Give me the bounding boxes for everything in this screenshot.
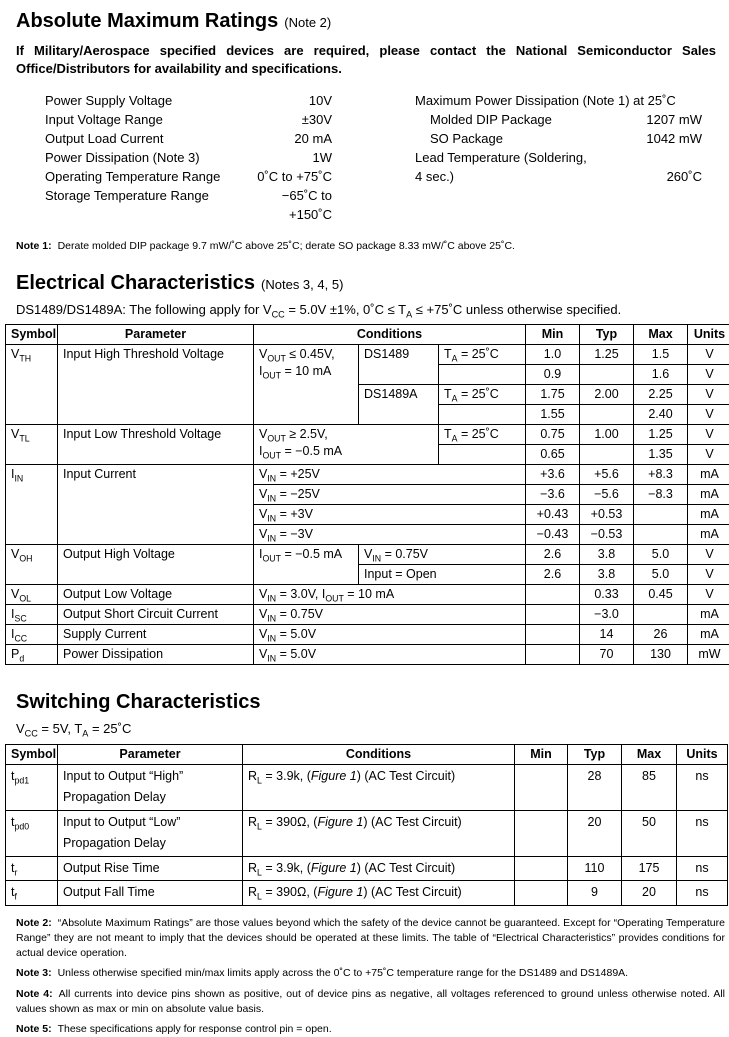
table-cell: V xyxy=(688,565,729,585)
column-header: Typ xyxy=(580,325,634,345)
table-cell: Input = Open xyxy=(359,565,526,585)
column-header: Units xyxy=(677,744,728,764)
table-row xyxy=(6,810,728,856)
table-cell: 28 xyxy=(568,764,622,810)
rating-item xyxy=(45,148,332,167)
rating-value: −65˚C to +150˚C xyxy=(282,186,332,224)
rating-label: 4 sec.) xyxy=(415,167,454,186)
table-row xyxy=(6,545,729,565)
table-cell: −5.6 xyxy=(580,485,634,505)
table-cell: $R_L = 390\Omega$, (Figure 1) (AC Test Circuit) xyxy=(243,881,515,906)
rating-value: 1W xyxy=(313,148,333,167)
table-cell: 1.6 xyxy=(634,365,688,385)
table-cell xyxy=(634,505,688,525)
rating-label: Storage Temperature Range xyxy=(45,186,209,205)
footnote xyxy=(16,1022,725,1037)
table-cell: −3.0 xyxy=(580,605,634,625)
rating-label: Operating Temperature Range xyxy=(45,167,220,186)
table-row xyxy=(6,881,728,906)
table-cell xyxy=(526,645,580,665)
rating-label: Input Voltage Range xyxy=(45,110,163,129)
table-header-row xyxy=(6,744,728,764)
table-cell: DS1489A xyxy=(359,385,439,425)
table-cell: V xyxy=(688,425,729,445)
table-cell: 0.9 xyxy=(526,365,580,385)
rating-label: Output Load Current xyxy=(45,129,164,148)
table-cell: DS1489 xyxy=(359,345,439,385)
column-header: Max xyxy=(622,744,677,764)
table-cell: $V_{IN} = +3V$ xyxy=(254,505,526,525)
table-cell: $V_{IN} = 5.0V$ xyxy=(254,625,526,645)
table-cell: 2.00 xyxy=(580,385,634,405)
table-cell: V xyxy=(688,585,729,605)
column-header: Units xyxy=(688,325,729,345)
footnote-label: Note 3: xyxy=(16,967,52,979)
ratings-right-column xyxy=(415,91,702,224)
column-header: Symbol xyxy=(6,744,58,764)
rating-item xyxy=(415,167,702,186)
rating-item xyxy=(415,110,702,129)
footnote-label: Note 1: xyxy=(16,240,52,252)
table-cell: $R_L = 3.9k$, (Figure 1) (AC Test Circuit) xyxy=(243,764,515,810)
table-cell: mA xyxy=(688,485,729,505)
rating-item xyxy=(415,148,702,167)
section-title-note-ref: (Notes 3, 4, 5) xyxy=(261,277,343,292)
table-row xyxy=(6,856,728,881)
table-cell: 26 xyxy=(634,625,688,645)
electrical-conditions-subtitle: DS1489/DS1489A: The following apply for $V_{CC} = 5.0V \pm 1\%$, 0˚C ≤ $T_A$ ≤ +75˚C unless otherwise specified. xyxy=(16,301,727,319)
table-cell: $V_{IN} = -25V$ xyxy=(254,485,526,505)
section-title-text: Switching Characteristics xyxy=(16,691,261,713)
footnote-text: Derate molded DIP package 9.7 mW/˚C above 25˚C; derate SO package 8.33 mW/˚C above 25˚C. xyxy=(58,240,515,252)
table-cell: 14 xyxy=(580,625,634,645)
rating-item xyxy=(45,129,332,148)
table-cell: 1.5 xyxy=(634,345,688,365)
rating-value: 1042 mW xyxy=(646,129,702,148)
rating-item xyxy=(45,167,332,186)
column-header: Parameter xyxy=(58,325,254,345)
table-cell xyxy=(526,605,580,625)
table-cell: Supply Current xyxy=(58,625,254,645)
table-cell: mA xyxy=(688,605,729,625)
table-cell: 1.25 xyxy=(580,345,634,365)
table-cell: 0.65 xyxy=(526,445,580,465)
table-cell: $V_{IN} = 3.0V$, $I_{OUT} = 10$ mA xyxy=(254,585,526,605)
table-cell: Input Low Threshold Voltage xyxy=(58,425,254,465)
rating-item xyxy=(45,110,332,129)
table-cell: mA xyxy=(688,525,729,545)
table-cell: mA xyxy=(688,465,729,485)
table-cell: $V_{IN} = 0.75V$ xyxy=(359,545,526,565)
footnote xyxy=(16,239,716,254)
table-row xyxy=(6,625,729,645)
section-title-switching-characteristics xyxy=(16,689,727,716)
footnote-text: “Absolute Maximum Ratings” are those values beyond which the safety of the device cannot be guaranteed. Except for “Operating Temperature Range” they are not meant to imply that the devices should be operated at these limits. The table of “Electrical Characteristics” provides conditions for actual device operation. xyxy=(16,917,725,959)
footnote-label: Note 4: xyxy=(16,988,53,1000)
table-cell: 5.0 xyxy=(634,545,688,565)
table-cell: Input High Threshold Voltage xyxy=(58,345,254,425)
table-cell xyxy=(515,881,568,906)
table-row xyxy=(6,585,729,605)
rating-label: Molded DIP Package xyxy=(415,110,552,129)
table-cell: Power Dissipation xyxy=(58,645,254,665)
table-cell: mW xyxy=(688,645,729,665)
table-cell: Output Rise Time xyxy=(58,856,243,881)
section-title-text: Electrical Characteristics xyxy=(16,272,255,294)
note-1 xyxy=(16,239,716,254)
table-row xyxy=(6,645,729,665)
table-cell: Input Current xyxy=(58,465,254,545)
table-cell: V xyxy=(688,445,729,465)
table-cell: 3.8 xyxy=(580,565,634,585)
table-cell: 1.00 xyxy=(580,425,634,445)
table-cell: +3.6 xyxy=(526,465,580,485)
table-cell xyxy=(439,365,526,385)
table-cell: 20 xyxy=(622,881,677,906)
table-cell: 2.25 xyxy=(634,385,688,405)
table-cell: $I_{IN}$ xyxy=(6,465,58,545)
footnote-text: These specifications apply for response control pin = open. xyxy=(58,1023,332,1035)
table-cell: +0.43 xyxy=(526,505,580,525)
column-header: Symbol xyxy=(6,325,58,345)
rating-item xyxy=(415,129,702,148)
rating-value: 260˚C xyxy=(667,167,702,186)
rating-label: Power Dissipation (Note 3) xyxy=(45,148,200,167)
switching-conditions-subtitle: $V_{CC} = 5V$, $T_A$ = 25˚C xyxy=(16,720,727,738)
section-title-text: Absolute Maximum Ratings xyxy=(16,10,278,32)
footnote xyxy=(16,987,725,1017)
table-cell: $V_{OUT} \ge 2.5V$, $I_{OUT} = -0.5$ mA xyxy=(254,425,439,465)
table-cell xyxy=(526,585,580,605)
table-cell: $t_f$ xyxy=(6,881,58,906)
table-cell: $V_{OUT} \le 0.45V$, $I_{OUT} = 10$ mA xyxy=(254,345,359,425)
table-cell xyxy=(515,764,568,810)
table-cell: 20 xyxy=(568,810,622,856)
table-cell: $t_r$ xyxy=(6,856,58,881)
rating-item xyxy=(45,186,332,224)
table-cell: $P_d$ xyxy=(6,645,58,665)
footnote-label: Note 2: xyxy=(16,917,52,929)
table-cell: 5.0 xyxy=(634,565,688,585)
table-row xyxy=(6,465,729,485)
table-cell: $R_L = 3.9k$, (Figure 1) (AC Test Circuit) xyxy=(243,856,515,881)
table-cell: +0.53 xyxy=(580,505,634,525)
table-cell: $t_{pd1}$ xyxy=(6,764,58,810)
table-cell: 70 xyxy=(580,645,634,665)
table-cell: $V_{OL}$ xyxy=(6,585,58,605)
table-cell: 1.0 xyxy=(526,345,580,365)
table-cell: V xyxy=(688,545,729,565)
footnote-text: Unless otherwise specified min/max limits apply across the 0˚C to +75˚C temperature range for the DS1489 and DS1489A. xyxy=(58,967,629,979)
table-cell: 2.40 xyxy=(634,405,688,425)
table-cell xyxy=(515,810,568,856)
table-cell: $V_{TL}$ xyxy=(6,425,58,465)
column-header: Conditions xyxy=(243,744,515,764)
footnotes-section xyxy=(16,916,725,1037)
rating-item xyxy=(415,91,702,110)
table-cell xyxy=(515,856,568,881)
table-cell xyxy=(634,605,688,625)
table-cell: ns xyxy=(677,810,728,856)
table-cell: $V_{IN} = -3V$ xyxy=(254,525,526,545)
military-aerospace-warning: If Military/Aerospace specified devices are required, please contact the National Semiconductor Sales Office/Distributors for availability and specifications. xyxy=(16,42,716,78)
rating-label: Maximum Power Dissipation (Note 1) at 25˚C xyxy=(415,91,676,110)
footnote-text: All currents into device pins shown as positive, out of device pins as negative, all voltages referenced to ground unless otherwise noted. All values shown as max or min on absolute value basis. xyxy=(16,988,725,1015)
footnote-label: Note 5: xyxy=(16,1023,52,1035)
section-title-absolute-maximum-ratings xyxy=(16,8,727,35)
footnote xyxy=(16,966,725,981)
table-row xyxy=(6,605,729,625)
table-cell: 1.35 xyxy=(634,445,688,465)
table-cell: 1.75 xyxy=(526,385,580,405)
table-cell xyxy=(439,405,526,425)
column-header: Typ xyxy=(568,744,622,764)
column-header: Conditions xyxy=(254,325,526,345)
rating-value: 10V xyxy=(309,91,332,110)
rating-value: 1207 mW xyxy=(646,110,702,129)
table-cell: $t_{pd0}$ xyxy=(6,810,58,856)
rating-value: 20 mA xyxy=(294,129,332,148)
rating-label: Power Supply Voltage xyxy=(45,91,172,110)
rating-label: Lead Temperature (Soldering, xyxy=(415,148,587,167)
rating-value: ±30V xyxy=(302,110,332,129)
column-header: Parameter xyxy=(58,744,243,764)
table-cell: Output Fall Time xyxy=(58,881,243,906)
table-cell: Input to Output “High” Propagation Delay xyxy=(58,764,243,810)
table-cell: $V_{IN} = 0.75V$ xyxy=(254,605,526,625)
table-cell: V xyxy=(688,385,729,405)
table-cell: 110 xyxy=(568,856,622,881)
electrical-characteristics-table xyxy=(5,324,729,665)
table-cell: −0.53 xyxy=(580,525,634,545)
table-cell xyxy=(526,625,580,645)
electrical-characteristics-section xyxy=(5,270,727,666)
table-cell xyxy=(580,445,634,465)
ratings-left-column xyxy=(45,91,332,224)
ratings-columns xyxy=(5,91,727,224)
column-header: Max xyxy=(634,325,688,345)
table-cell xyxy=(580,365,634,385)
table-cell: $I_{SC}$ xyxy=(6,605,58,625)
table-cell: 9 xyxy=(568,881,622,906)
table-cell: $R_L = 390\Omega$, (Figure 1) (AC Test Circuit) xyxy=(243,810,515,856)
rating-label: SO Package xyxy=(415,129,503,148)
table-row xyxy=(6,345,729,365)
table-cell: Output Low Voltage xyxy=(58,585,254,605)
table-header-row xyxy=(6,325,729,345)
section-title-note-ref: (Note 2) xyxy=(284,15,331,30)
table-cell: ns xyxy=(677,856,728,881)
table-cell: Output High Voltage xyxy=(58,545,254,585)
table-cell: −0.43 xyxy=(526,525,580,545)
footnote xyxy=(16,916,725,962)
table-cell: $V_{IN} = 5.0V$ xyxy=(254,645,526,665)
table-cell xyxy=(634,525,688,545)
table-cell: 3.8 xyxy=(580,545,634,565)
table-cell: −8.3 xyxy=(634,485,688,505)
table-cell: V xyxy=(688,405,729,425)
switching-characteristics-table xyxy=(5,744,728,906)
table-cell: 0.33 xyxy=(580,585,634,605)
table-cell: mA xyxy=(688,625,729,645)
table-cell: −3.6 xyxy=(526,485,580,505)
table-cell: 85 xyxy=(622,764,677,810)
table-cell: 1.55 xyxy=(526,405,580,425)
table-cell: $T_A$ = 25˚C xyxy=(439,385,526,405)
table-cell: 2.6 xyxy=(526,565,580,585)
table-cell: 175 xyxy=(622,856,677,881)
table-cell: $T_A$ = 25˚C xyxy=(439,345,526,365)
table-cell: Output Short Circuit Current xyxy=(58,605,254,625)
table-cell: 0.45 xyxy=(634,585,688,605)
table-row xyxy=(6,425,729,445)
table-cell: V xyxy=(688,345,729,365)
column-header: Min xyxy=(526,325,580,345)
table-cell: 0.75 xyxy=(526,425,580,445)
table-cell xyxy=(439,445,526,465)
table-cell: +8.3 xyxy=(634,465,688,485)
switching-characteristics-section xyxy=(5,689,727,906)
table-cell: mA xyxy=(688,505,729,525)
table-cell: 2.6 xyxy=(526,545,580,565)
table-cell: 50 xyxy=(622,810,677,856)
table-cell: ns xyxy=(677,764,728,810)
table-cell xyxy=(580,405,634,425)
table-cell: V xyxy=(688,365,729,385)
table-cell: ns xyxy=(677,881,728,906)
table-cell: 1.25 xyxy=(634,425,688,445)
rating-item xyxy=(45,91,332,110)
table-cell: Input to Output “Low” Propagation Delay xyxy=(58,810,243,856)
table-cell: $T_A$ = 25˚C xyxy=(439,425,526,445)
table-cell: 130 xyxy=(634,645,688,665)
table-cell: $I_{OUT} = -0.5$ mA xyxy=(254,545,359,585)
rating-value: 0˚C to +75˚C xyxy=(257,167,332,186)
table-cell: $I_{CC}$ xyxy=(6,625,58,645)
table-cell: $V_{IN} = +25V$ xyxy=(254,465,526,485)
table-cell: $V_{TH}$ xyxy=(6,345,58,425)
column-header: Min xyxy=(515,744,568,764)
table-cell: $V_{OH}$ xyxy=(6,545,58,585)
absolute-maximum-ratings-section xyxy=(5,8,727,255)
section-title-electrical-characteristics xyxy=(16,270,727,297)
table-cell: +5.6 xyxy=(580,465,634,485)
table-row xyxy=(6,764,728,810)
